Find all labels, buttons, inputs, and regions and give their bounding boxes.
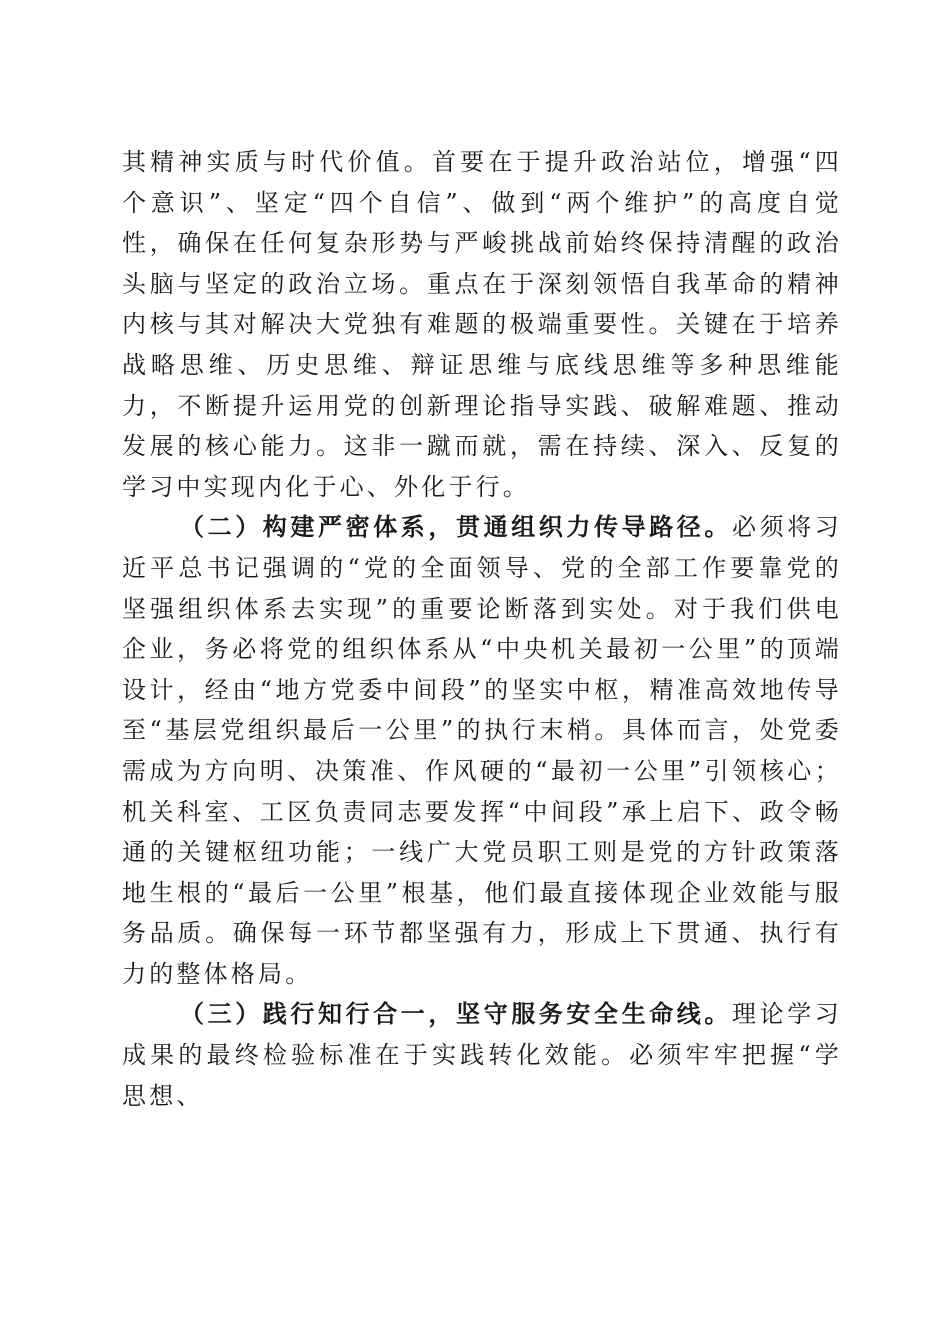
paragraph-text: 理论学习成果的最终检验标准在于实践转化效能。必须牢牢把握“学思想、 — [122, 1000, 842, 1110]
paragraph-text: 其精神实质与时代价值。首要在于提升政治站位，增强“四个意识”、坚定“四个自信”、做到“两个维护”的高度自觉性，确保在任何复杂形势与严峻挑战前始终保持清醒的政治头脑与坚定的政治立场。重点在于深刻领悟自我革命的精神内核与其对解决大党独有难题的极端重要性。关键在于培养战略思维、历史思维、辩证思维与底线思维等多种思维能力，不断提升运用党的创新理论指导实践、破解难题、推动发展的核心能力。这非一蹴而就，需在持续、深入、反复的学习中实现内化于心、外化于行。 — [122, 148, 842, 501]
paragraph-section-3 — [122, 994, 842, 1116]
paragraph-continuation — [122, 142, 842, 507]
paragraph-text: 必须将习近平总书记强调的“党的全面领导、党的全部工作要靠党的坚强组织体系去实现”的重要论断落到实处。对于我们供电企业，务必将党的组织体系从“中央机关最初一公里”的顶端设计，经由“地方党委中间段”的坚实中枢，精准高效地传导至“基层党组织最后一公里”的执行末梢。具体而言，处党委需成为方向明、决策准、作风硬的“最初一公里”引领核心；机关科室、工区负责同志要发挥“中间段”承上启下、政令畅通的关键枢纽功能；一线广大党员职工则是党的方针政策落地生根的“最后一公里”根基，他们最直接体现企业效能与服务品质。确保每一环节都坚强有力，形成上下贯通、执行有力的整体格局。 — [122, 513, 842, 988]
section-heading: （三）践行知行合一，坚守服务安全生命线。 — [180, 1000, 732, 1029]
document-body — [122, 142, 842, 1116]
section-heading: （二）构建严密体系，贯通组织力传导路径。 — [180, 513, 732, 542]
paragraph-section-2 — [122, 507, 842, 994]
